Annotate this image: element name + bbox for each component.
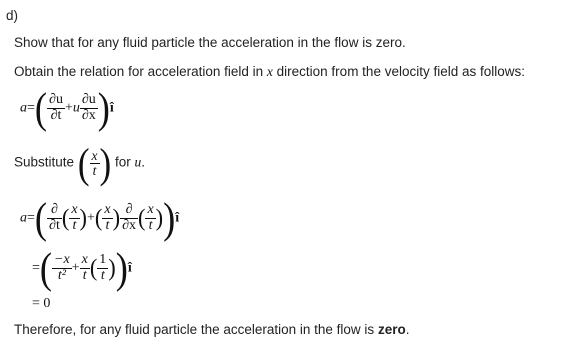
eq2-t2: t — [105, 217, 110, 233]
substitute-expression — [77, 140, 112, 187]
eq1-dt: ∂t — [50, 107, 62, 123]
eq1-du: ∂u — [49, 92, 63, 107]
sub-x: x — [91, 147, 98, 163]
right-paren: ) — [115, 243, 128, 292]
intro-text: Show that for any fluid particle the acceleration in the flow is zero. — [14, 35, 406, 50]
fraction-x-t — [90, 149, 100, 178]
obtain-var: x — [266, 64, 273, 79]
eq3-x: x — [81, 252, 88, 267]
eq2-dx: ∂x — [122, 217, 136, 233]
eq3-equals: = — [32, 260, 40, 276]
obtain-prefix: Obtain the relation for acceleration field in — [14, 64, 267, 79]
right-paren: ) — [79, 203, 87, 232]
left-paren: ( — [34, 193, 48, 242]
eq1-du2: ∂u — [81, 92, 96, 107]
eq3-one: 1 — [99, 252, 107, 267]
part-label: d) — [6, 8, 19, 23]
fraction-1-t — [97, 253, 108, 283]
eq3-mx: −x — [54, 252, 70, 267]
fraction-d-dt — [47, 203, 62, 233]
fraction-du-dx — [80, 93, 98, 123]
substitute-u: u — [134, 154, 142, 170]
eq2-lhs: a — [20, 210, 27, 226]
obtain-suffix: direction from the velocity field as follows: — [272, 64, 526, 79]
eq1-u: u — [72, 100, 80, 116]
fraction-x-t — [69, 203, 79, 233]
substitute-line — [14, 140, 145, 187]
left-paren: ( — [77, 140, 90, 187]
left-paren: ( — [61, 203, 70, 232]
eq1-equals: = — [27, 100, 35, 116]
left-paren: ( — [89, 253, 98, 282]
eq1-dx: ∂x — [81, 107, 96, 123]
eq3-t: t — [82, 267, 87, 283]
right-paren: ) — [108, 253, 116, 282]
eq3-t2: t² — [57, 267, 66, 283]
fraction-d-dx — [120, 203, 138, 233]
right-paren: ) — [163, 193, 176, 242]
right-paren: ) — [99, 140, 112, 187]
sub-t: t — [92, 163, 97, 179]
conclusion-prefix: Therefore, for any fluid particle the acceleration in the flow is — [14, 322, 378, 337]
obtain-text — [14, 64, 525, 80]
left-paren: ( — [137, 203, 146, 232]
eq2-x2: x — [104, 202, 111, 217]
left-paren: ( — [39, 243, 53, 292]
fraction-x-t — [80, 253, 90, 283]
conclusion-suffix: . — [405, 322, 410, 337]
right-paren: ) — [155, 203, 164, 232]
eq1-lhs: a — [20, 100, 27, 116]
left-paren: ( — [94, 203, 103, 232]
fraction-x-t — [102, 203, 112, 233]
eq1-plus: + — [64, 100, 73, 116]
eq2-plus: + — [87, 210, 95, 226]
eq3-t2b: t — [100, 267, 105, 283]
unit-vector-i: î — [109, 100, 114, 116]
eq2-x3: x — [147, 202, 154, 217]
equation-simplified — [32, 243, 132, 292]
substitute-period: . — [141, 154, 145, 170]
unit-vector-i: î — [175, 210, 180, 226]
substitute-for: for — [114, 154, 131, 170]
equation-acceleration-relation — [20, 83, 114, 132]
left-paren: ( — [34, 83, 48, 132]
eq2-t3: t — [148, 217, 153, 233]
right-paren: ) — [112, 203, 121, 232]
fraction-x-t — [145, 203, 155, 233]
equation-result: = 0 — [32, 296, 51, 311]
eq2-d2: ∂ — [120, 203, 138, 219]
right-paren: ) — [97, 83, 110, 132]
equation-substituted — [20, 193, 180, 242]
eq2-d: ∂ — [47, 203, 62, 219]
substitute-label: Substitute — [14, 154, 75, 170]
eq3-plus: + — [71, 260, 80, 276]
eq2-t: t — [72, 217, 77, 233]
eq2-x: x — [71, 202, 78, 217]
eq2-equals: = — [27, 210, 35, 226]
conclusion-text — [14, 322, 409, 337]
conclusion-bold: zero — [377, 322, 406, 337]
unit-vector-i: î — [127, 260, 132, 276]
eq2-dt: ∂t — [49, 217, 60, 233]
fraction-minus-x-t2 — [52, 253, 72, 283]
fraction-du-dt — [47, 93, 65, 123]
